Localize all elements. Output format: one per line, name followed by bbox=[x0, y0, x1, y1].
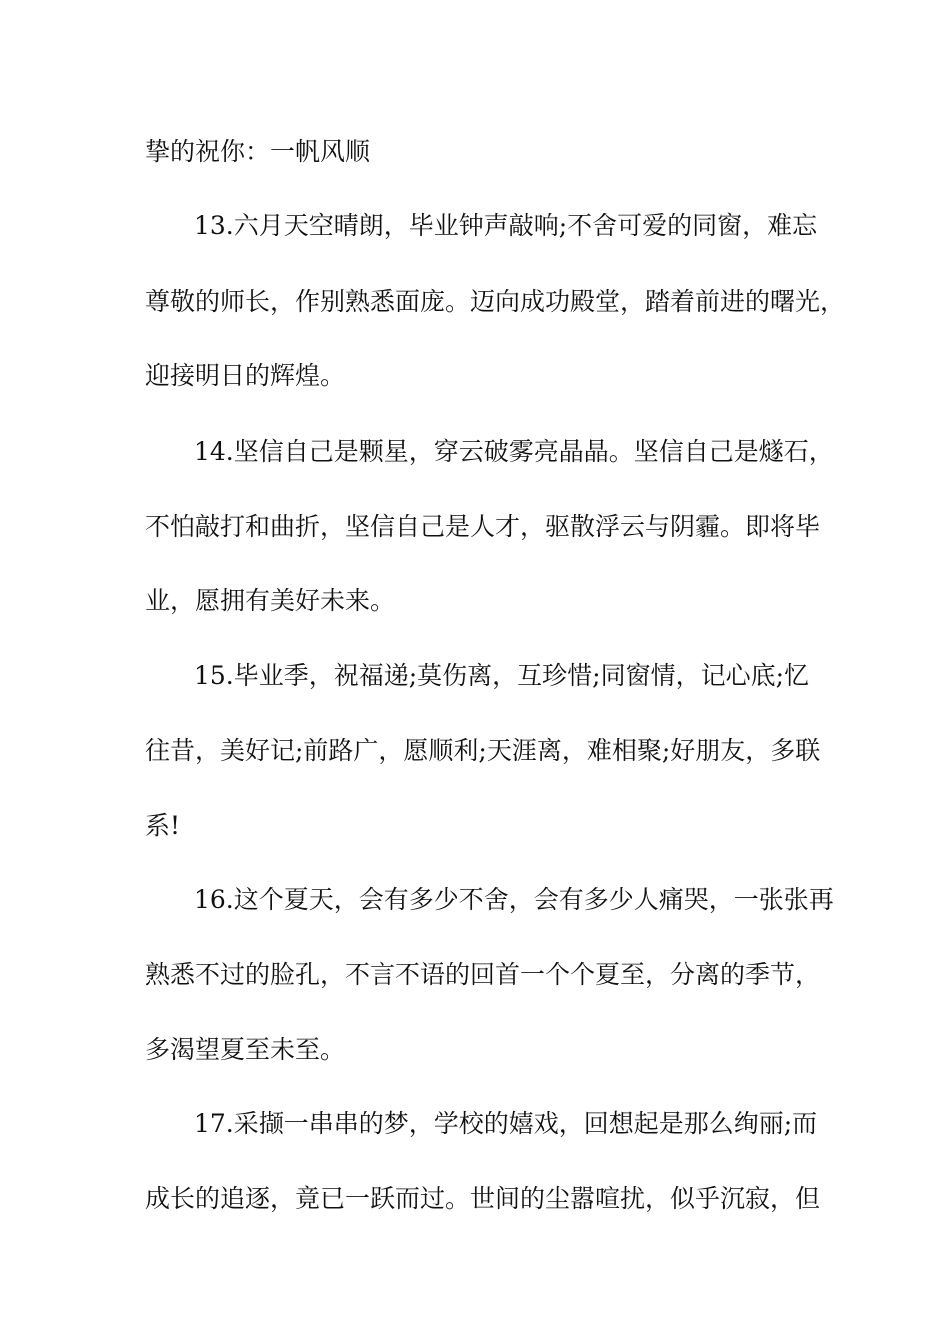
paragraph-15-start: 15.毕业季，祝福递;莫伤离，互珍惜;同窗情，记心底;忆 bbox=[194, 661, 810, 690]
text-line: 系! bbox=[145, 811, 181, 840]
paragraph-13-start: 13.六月天空晴朗，毕业钟声敲响;不舍可爱的同窗，难忘 bbox=[194, 211, 818, 240]
text-line: 多渴望夏至未至。 bbox=[145, 1035, 346, 1064]
text-line: 尊敬的师长，作别熟悉面庞。迈向成功殿堂，踏着前进的曙光， bbox=[145, 287, 846, 316]
paragraph-17-start: 17.采撷一串串的梦，学校的嬉戏，回想起是那么绚丽;而 bbox=[194, 1109, 818, 1138]
text-line: 业，愿拥有美好未来。 bbox=[145, 586, 396, 615]
text-line: 迎接明日的辉煌。 bbox=[145, 361, 346, 390]
text-line: 挚的祝你：一帆风顺 bbox=[145, 137, 371, 166]
text-line: 不怕敲打和曲折，坚信自己是人才，驱散浮云与阴霾。即将毕 bbox=[145, 512, 821, 541]
text-line: 往昔，美好记;前路广，愿顺利;天涯离，难相聚;好朋友，多联 bbox=[145, 736, 821, 765]
paragraph-16-start: 16.这个夏天，会有多少不舍，会有多少人痛哭，一张张再 bbox=[194, 885, 834, 914]
text-line: 成长的追逐，竟已一跃而过。世间的尘嚣喧扰，似乎沉寂，但 bbox=[145, 1184, 821, 1213]
text-line: 熟悉不过的脸孔，不言不语的回首一个个夏至，分离的季节， bbox=[145, 960, 821, 989]
paragraph-14-start: 14.坚信自己是颗星，穿云破雾亮晶晶。坚信自己是燧石， bbox=[194, 437, 834, 466]
